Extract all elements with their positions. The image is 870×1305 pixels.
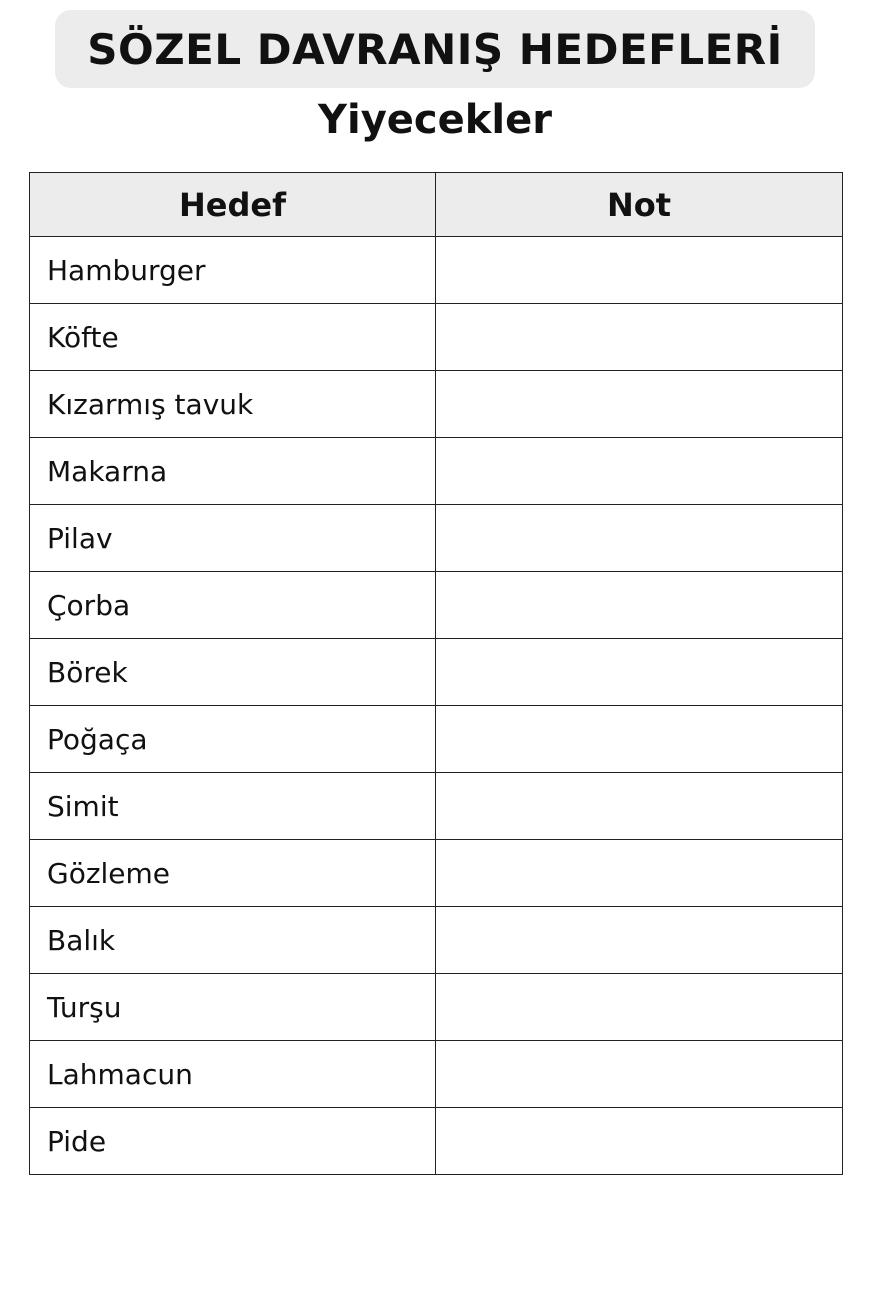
note-cell[interactable] [436, 840, 843, 907]
table-row [30, 1108, 843, 1175]
note-cell[interactable] [436, 773, 843, 840]
goal-cell: Balık [30, 907, 436, 974]
column-header-goal: Hedef [30, 173, 436, 237]
goal-cell: Pide [30, 1108, 436, 1175]
goal-cell: Lahmacun [30, 1041, 436, 1108]
goal-cell: Kızarmış tavuk [30, 371, 436, 438]
column-header-note: Not [436, 173, 843, 237]
table-row [30, 438, 843, 505]
goal-cell: Poğaça [30, 706, 436, 773]
goal-cell: Çorba [30, 572, 436, 639]
goal-cell: Simit [30, 773, 436, 840]
note-cell[interactable] [436, 237, 843, 304]
table-row [30, 907, 843, 974]
table-row [30, 371, 843, 438]
page-title: SÖZEL DAVRANIŞ HEDEFLERİ [87, 24, 783, 74]
table-row [30, 237, 843, 304]
table-row [30, 773, 843, 840]
note-cell[interactable] [436, 438, 843, 505]
table-row [30, 505, 843, 572]
table-row [30, 304, 843, 371]
goal-cell: Börek [30, 639, 436, 706]
goal-cell: Hamburger [30, 237, 436, 304]
table-row [30, 840, 843, 907]
page-subtitle: Yiyecekler [318, 97, 552, 143]
note-cell[interactable] [436, 371, 843, 438]
table-row [30, 572, 843, 639]
table-row [30, 1041, 843, 1108]
note-cell[interactable] [436, 505, 843, 572]
goal-cell: Makarna [30, 438, 436, 505]
goal-cell: Gözleme [30, 840, 436, 907]
table-row [30, 974, 843, 1041]
table-row [30, 639, 843, 706]
note-cell[interactable] [436, 304, 843, 371]
note-cell[interactable] [436, 974, 843, 1041]
goal-cell: Turşu [30, 974, 436, 1041]
note-cell[interactable] [436, 706, 843, 773]
note-cell[interactable] [436, 907, 843, 974]
note-cell[interactable] [436, 1041, 843, 1108]
note-cell[interactable] [436, 639, 843, 706]
table-row [30, 706, 843, 773]
note-cell[interactable] [436, 1108, 843, 1175]
note-cell[interactable] [436, 572, 843, 639]
table-body [30, 237, 843, 1175]
goal-cell: Pilav [30, 505, 436, 572]
goal-cell: Köfte [30, 304, 436, 371]
table-header-row [30, 173, 843, 237]
goals-table [29, 172, 843, 1175]
table-header [30, 173, 843, 237]
title-banner [55, 10, 815, 88]
